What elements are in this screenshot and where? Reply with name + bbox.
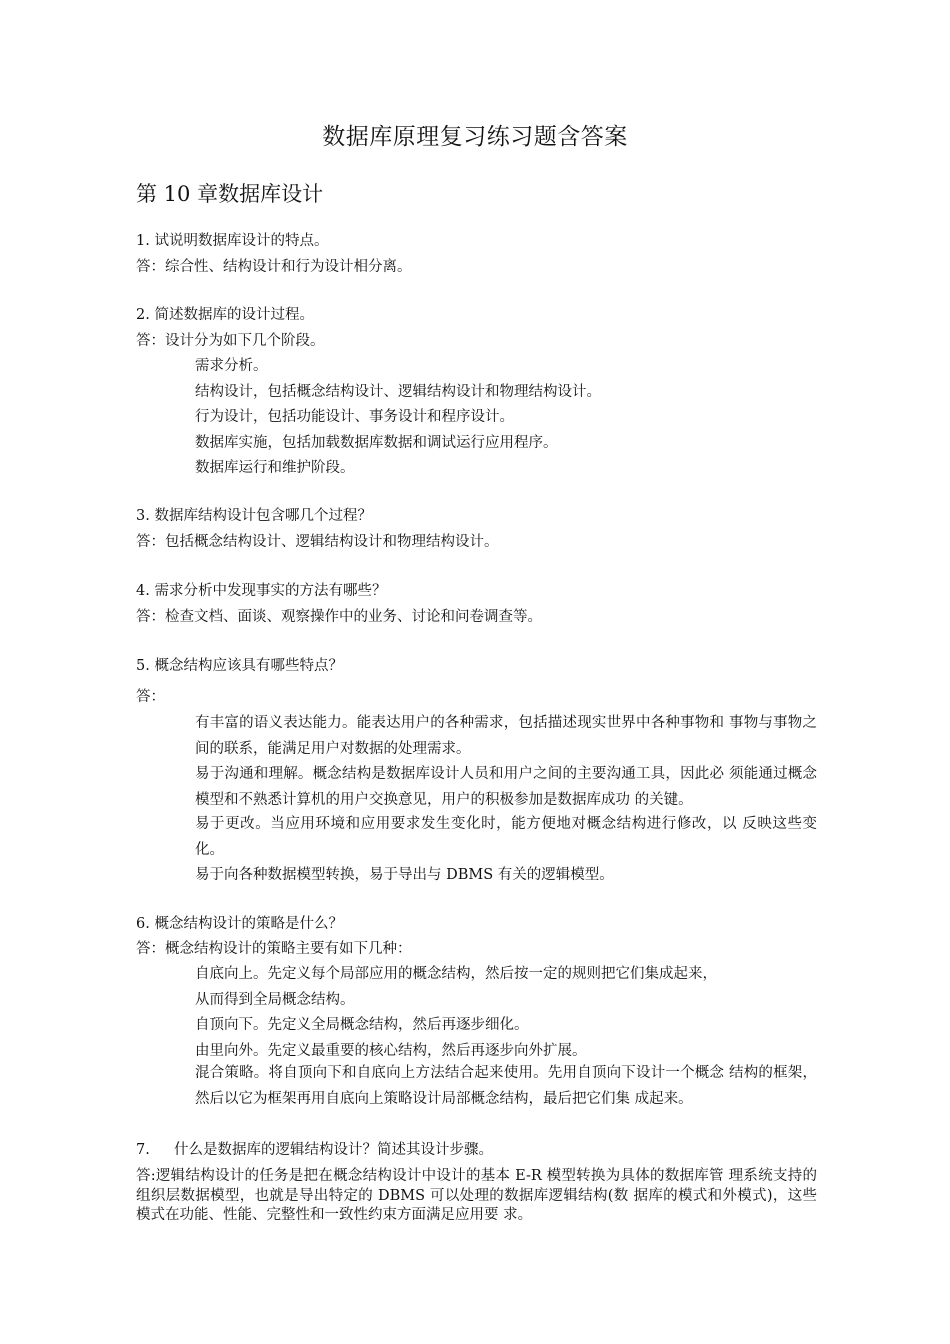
answer-4: 答：检查文档、面谈、观察操作中的业务、讨论和问卷调查等。 bbox=[136, 609, 542, 625]
answer-6: 答：概念结构设计的策略主要有如下几种： bbox=[136, 941, 412, 957]
question-5: 5. 概念结构应该具有哪些特点？ bbox=[136, 658, 343, 674]
answer-2: 答：设计分为如下几个阶段。 bbox=[136, 333, 325, 349]
question-7-number: 7. bbox=[136, 1142, 150, 1158]
question-4: 4. 需求分析中发现事实的方法有哪些？ bbox=[136, 583, 387, 599]
answer-2-item: 数据库运行和维护阶段。 bbox=[195, 460, 355, 476]
answer-2-item: 行为设计，包括功能设计、事务设计和程序设计。 bbox=[195, 409, 514, 425]
answer-6-item: 从而得到全局概念结构。 bbox=[195, 992, 355, 1008]
question-7 bbox=[136, 1141, 493, 1159]
question-7-text: 什么是数据库的逻辑结构设计？简述其设计步骤。 bbox=[174, 1142, 493, 1158]
answer-6-item: 由里向外。先定义最重要的核心结构，然后再逐步向外扩展。 bbox=[195, 1043, 587, 1059]
answer-1: 答：综合性、结构设计和行为设计相分离。 bbox=[136, 259, 412, 275]
answer-6-item: 自底向上。先定义每个局部应用的概念结构，然后按一定的规则把它们集成起来， bbox=[195, 966, 717, 982]
answer-5: 答： bbox=[136, 689, 165, 705]
answer-5-item: 易于沟通和理解。概念结构是数据库设计人员和用户之间的主要沟通工具，因此必 须能通过概念模型和不熟悉计算机的用户交换意见，用户的积极参加是数据库成功 的关键。 bbox=[195, 766, 817, 808]
question-3: 3. 数据库结构设计包含哪几个过程？ bbox=[136, 508, 372, 524]
answer-6-item: 混合策略。将自顶向下和自底向上方法结合起来使用。先用自顶向下设计一个概念 结构的框架，然后以它为框架再用自底向上策略设计局部概念结构，最后把它们集 成起来。 bbox=[195, 1065, 817, 1107]
answer-5-item: 易于更改。当应用环境和应用要求发生变化时，能方便地对概念结构进行修改，以 反映这些变化。 bbox=[195, 816, 817, 858]
answer-5-item: 易于向各种数据模型转换，易于导出与 DBMS 有关的逻辑模型。 bbox=[195, 867, 614, 883]
answer-2-item: 需求分析。 bbox=[195, 358, 268, 374]
answer-7: 答:逻辑结构设计的任务是把在概念结构设计中设计的基本 E-R 模型转换为具体的数据库管 理系统支持的组织层数据模型，也就是导出特定的 DBMS 可以处理的数据库逻辑结构(数 据库的模式和外模式)，这些模式在功能、性能、完整性和一致性约束方面满足应用要 求。 bbox=[136, 1168, 817, 1223]
document-title: 数据库原理复习练习题含答案 bbox=[322, 124, 628, 150]
answer-3: 答：包括概念结构设计、逻辑结构设计和物理结构设计。 bbox=[136, 534, 499, 550]
question-6: 6. 概念结构设计的策略是什么？ bbox=[136, 916, 343, 932]
answer-2-item: 数据库实施，包括加载数据库数据和调试运行应用程序。 bbox=[195, 435, 558, 451]
question-1: 1. 试说明数据库设计的特点。 bbox=[136, 233, 329, 249]
answer-2-item: 结构设计，包括概念结构设计、逻辑结构设计和物理结构设计。 bbox=[195, 384, 601, 400]
chapter-heading: 第 10 章数据库设计 bbox=[136, 182, 324, 206]
answer-6-item: 自顶向下。先定义全局概念结构，然后再逐步细化。 bbox=[195, 1017, 529, 1033]
answer-5-item: 有丰富的语义表达能力。能表达用户的各种需求，包括描述现实世界中各种事物和 事物与事物之间的联系，能满足用户对数据的处理需求。 bbox=[195, 715, 817, 757]
question-2: 2. 简述数据库的设计过程。 bbox=[136, 307, 314, 323]
